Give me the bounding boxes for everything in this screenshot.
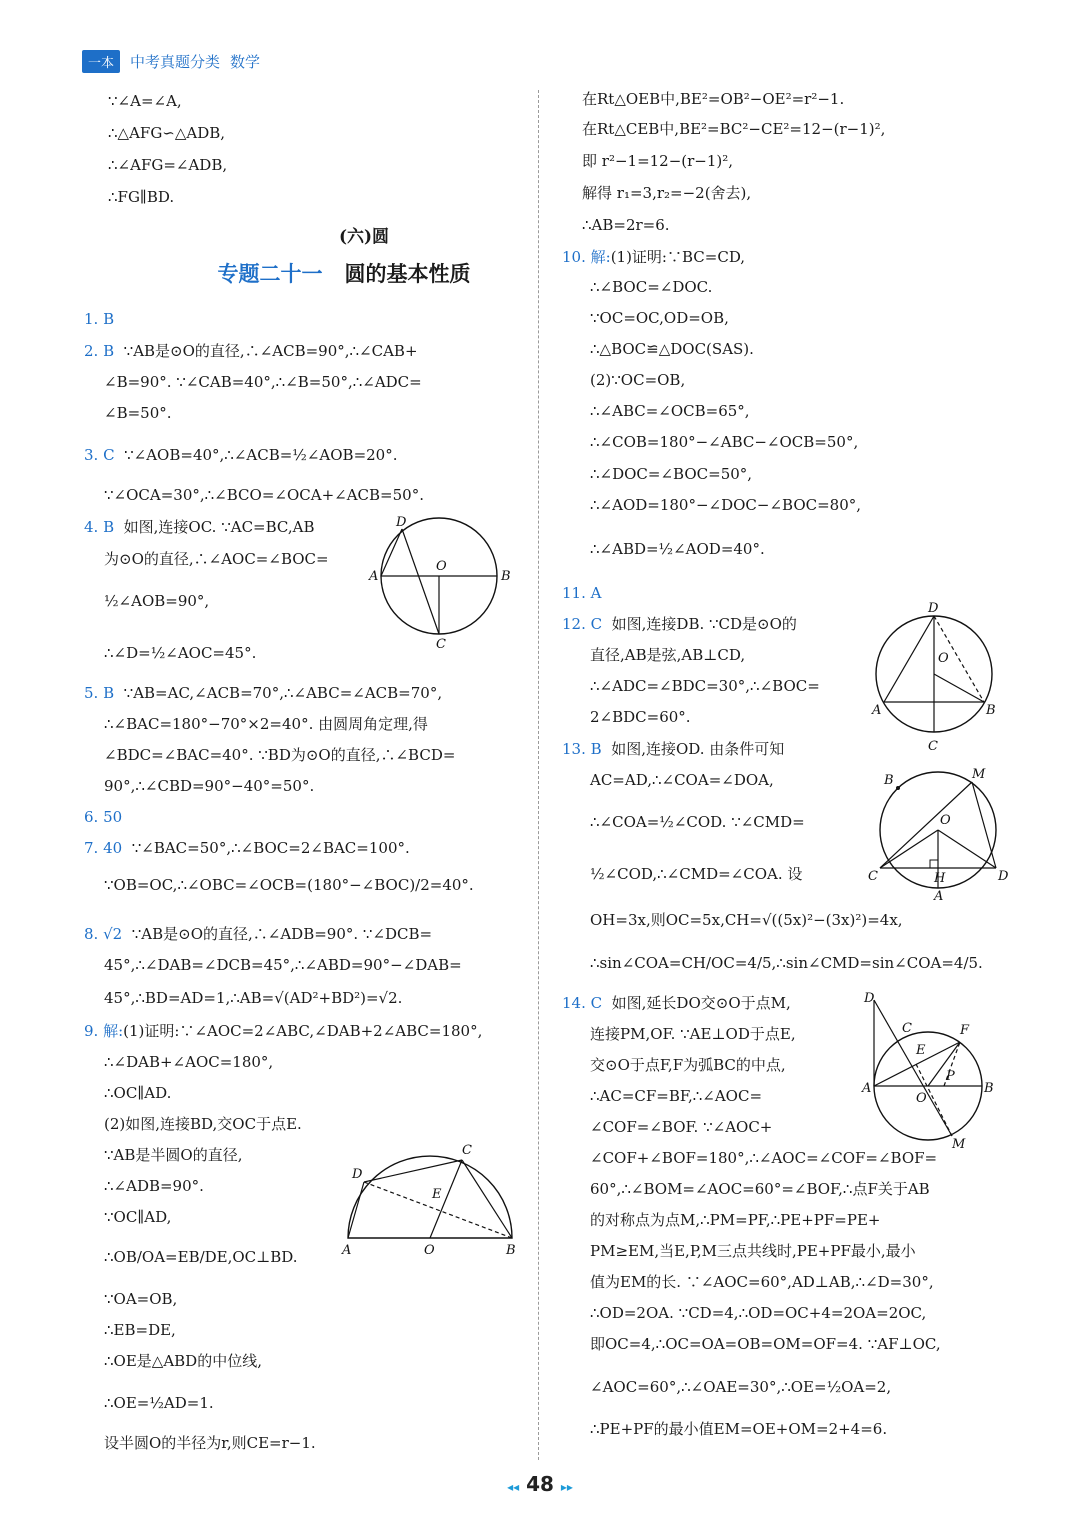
answer-line: ∴∠BOC=∠DOC. — [590, 278, 713, 296]
series-title: 中考真题分类 — [130, 53, 221, 71]
figure-label: E — [916, 1043, 926, 1058]
answer-line: ∴△BOC≌△DOC(SAS). — [590, 340, 754, 358]
answer-line: ∠AOC=60°,∴∠OAE=30°,∴OE=½OA=2, — [590, 1378, 892, 1396]
answer-line: PM≥EM,当E,P,M三点共线时,PE+PF最小,最小 — [590, 1242, 916, 1260]
figure-label: D — [864, 991, 875, 1006]
answer-line: ∴∠AOD=180°−∠DOC−∠BOC=80°, — [590, 496, 862, 514]
answer-line: ∵OC∥AD, — [104, 1208, 172, 1226]
answer-line: 值为EM的长. ∵∠AOC=60°,AD⊥AB,∴∠D=30°, — [590, 1273, 934, 1291]
answer-line: ∠COF=∠BOF. ∵∠AOC+ — [590, 1118, 773, 1136]
chapter-name: 圆的基本性质 — [344, 262, 471, 286]
figure-label: A — [862, 1081, 872, 1096]
answer-line: ∴OC∥AD. — [104, 1084, 172, 1102]
left-line: ∴FG∥BD. — [108, 188, 175, 206]
figure-label: H — [934, 871, 946, 886]
answer-line: ∴∠ABC=∠OCB=65°, — [590, 402, 750, 420]
figure-9 — [340, 1143, 520, 1258]
prev-arrow-icon: ◂◂ — [507, 1480, 520, 1494]
right-line: 在Rt△CEB中,BE²=BC²−CE²=12−(r−1)², — [582, 120, 886, 138]
chapter-topic: 专题二十一 — [217, 262, 323, 286]
answer-number: 2. B — [84, 342, 115, 360]
answer-number: 5. B — [84, 684, 115, 702]
answer-line: 60°,∴∠BOM=∠AOC=60°=∠BOF,∴点F关于AB — [590, 1180, 930, 1198]
figure-label: M — [952, 1137, 966, 1152]
answer-line: ∠BDC=∠BAC=40°. ∵BD为⊙O的直径,∴∠BCD= — [104, 746, 456, 764]
answer-line: ∴∠ADB=90°. — [104, 1177, 204, 1195]
figure-label: C — [436, 637, 446, 652]
figure-label: D — [352, 1167, 363, 1182]
answer-line: ∴∠ABD=½∠AOD=40°. — [590, 540, 765, 558]
figure-label: C — [902, 1021, 912, 1036]
answer-line: 45°,∴∠DAB=∠DCB=45°,∴∠ABD=90°−∠DAB= — [104, 956, 462, 974]
section-heading: (六)圆 — [338, 227, 390, 247]
answer-line: ∵OC=OC,OD=OB, — [590, 309, 729, 327]
chapter-title — [164, 258, 524, 288]
answer-line: 90°,∴∠CBD=90°−40°=50°. — [104, 777, 315, 795]
answer-line: 如图,连接DB. ∵CD是⊙O的 — [611, 615, 797, 633]
figure-label: D — [928, 601, 939, 616]
next-arrow-icon: ▸▸ — [560, 1480, 573, 1494]
answer-line: ∵OA=OB, — [104, 1290, 178, 1308]
figure-label: B — [986, 703, 996, 718]
right-line: 解得 r₁=3,r₂=−2(舍去), — [582, 184, 752, 202]
figure-label: E — [432, 1187, 442, 1202]
answer-line: ∵∠BAC=50°,∴∠BOC=2∠BAC=100°. — [131, 839, 410, 857]
figure-label: A — [342, 1243, 352, 1258]
figure-label: B — [984, 1081, 994, 1096]
answer-number: 9. 解: — [84, 1022, 124, 1040]
answer-line: 45°,∴BD=AD=1,∴AB=√(AD²+BD²)=√2. — [104, 989, 403, 1007]
answer-line: 的对称点为点M,∴PM=PF,∴PE+PF=PE+ — [590, 1211, 881, 1229]
page-header — [82, 50, 260, 73]
answer-line: 如图,延长DO交⊙O于点M, — [611, 994, 791, 1012]
answer-number: 1. B — [84, 310, 115, 328]
right-line: ∴AB=2r=6. — [582, 216, 670, 234]
figure-label: B — [501, 569, 511, 584]
answer-line: ∵∠AOB=40°,∴∠ACB=½∠AOB=20°. — [124, 446, 398, 464]
answer-line: 如图,连接OD. 由条件可知 — [611, 740, 785, 758]
figure-4 — [364, 514, 514, 652]
figure-label: F — [960, 1023, 970, 1038]
figure-label: O — [436, 559, 447, 574]
answer-line: ∴OB/OA=EB/DE,OC⊥BD. — [104, 1248, 298, 1266]
answer-line: (2)如图,连接BD,交OC于点E. — [104, 1115, 302, 1133]
answer-line: ∵AB是半圆O的直径, — [104, 1146, 243, 1164]
page-number — [0, 1472, 1080, 1496]
left-line: ∵∠A=∠A, — [108, 92, 182, 110]
answer-line: ½∠AOB=90°, — [104, 592, 210, 610]
answer-line: ∴OE=½AD=1. — [104, 1394, 214, 1412]
answer-number: 14. C — [562, 994, 603, 1012]
answer-line: ∵AB是⊙O的直径,∴∠ADB=90°. ∵∠DCB= — [131, 925, 433, 943]
answer-number: 7. 40 — [84, 839, 123, 857]
left-line: ∴△AFG∽△ADB, — [108, 124, 226, 142]
answer-number: 8. √2 — [84, 925, 123, 943]
answer-number: 4. B — [84, 518, 115, 536]
answer-line: 2∠BDC=60°. — [590, 708, 691, 726]
answer-line: ∠B=90°. ∵∠CAB=40°,∴∠B=50°,∴∠ADC= — [104, 373, 422, 391]
answer-line: 设半圆O的半径为r,则CE=r−1. — [104, 1434, 316, 1452]
figure-label: O — [916, 1091, 927, 1106]
answer-line: ∴∠ADC=∠BDC=30°,∴∠BOC= — [590, 677, 820, 695]
answer-line: 交⊙O于点F,F为弧BC的中点, — [590, 1056, 786, 1074]
answer-line: 即OC=4,∴OC=OA=OB=OM=OF=4. ∵AF⊥OC, — [590, 1335, 941, 1353]
figure-label: A — [934, 889, 944, 904]
answer-line: 连接PM,OF. ∵AE⊥OD于点E, — [590, 1025, 796, 1043]
answer-number: 10. 解: — [562, 248, 611, 266]
answer-line: ∠COF+∠BOF=180°,∴∠AOC=∠COF=∠BOF= — [590, 1149, 938, 1167]
answer-number: 6. 50 — [84, 808, 123, 826]
answer-number: 3. C — [84, 446, 115, 464]
answer-line: ∴EB=DE, — [104, 1321, 176, 1339]
answer-line: ∴sin∠COA=CH/OC=4/5,∴sin∠CMD=sin∠COA=4/5. — [590, 954, 983, 972]
answer-line: (1)证明:∵BC=CD, — [610, 248, 746, 266]
figure-label: B — [506, 1243, 516, 1258]
figure-label: O — [424, 1243, 435, 1258]
answer-line: OH=3x,则OC=5x,CH=√((5x)²−(3x)²)=4x, — [590, 911, 903, 929]
answer-line: ∵AB是⊙O的直径,∴∠ACB=90°,∴∠CAB+ — [123, 342, 418, 360]
figure-label: C — [928, 739, 938, 754]
figure-label: D — [998, 869, 1009, 884]
answer-line: ∴OE是△ABD的中位线, — [104, 1352, 262, 1370]
answer-line: 直径,AB是弦,AB⊥CD, — [590, 646, 746, 664]
figure-label: M — [972, 767, 986, 782]
answer-line: 如图,连接OC. ∵AC=BC,AB — [123, 518, 315, 536]
right-line: 在Rt△OEB中,BE²=OB²−OE²=r²−1. — [582, 90, 845, 108]
figure-12 — [866, 602, 996, 752]
subject-title: 数学 — [230, 53, 261, 71]
answer-line: ∴∠DAB+∠AOC=180°, — [104, 1053, 274, 1071]
figure-label: A — [872, 703, 882, 718]
answer-line: ½∠COD,∴∠CMD=∠COA. 设 — [590, 865, 803, 883]
answer-line: AC=AD,∴∠COA=∠DOA, — [590, 771, 774, 789]
figure-label: P — [946, 1069, 955, 1084]
figure-label: A — [369, 569, 379, 584]
answer-line: ∴∠COB=180°−∠ABC−∠OCB=50°, — [590, 433, 859, 451]
answer-line: (2)∵OC=OB, — [590, 371, 686, 389]
figure-label: O — [940, 813, 951, 828]
answer-line: 为⊙O的直径,∴∠AOC=∠BOC= — [104, 550, 329, 568]
answer-line: ∴∠BAC=180°−70°×2=40°. 由圆周角定理,得 — [104, 715, 428, 733]
page-number-text: 48 — [526, 1472, 554, 1496]
answer-line: ∵OB=OC,∴∠OBC=∠OCB=(180°−∠BOC)/2=40°. — [104, 876, 474, 894]
answer-number: 13. B — [562, 740, 602, 758]
answer-line: ∴∠D=½∠AOC=45°. — [104, 644, 257, 662]
answer-line: ∠B=50°. — [104, 404, 172, 422]
right-line: 即 r²−1=12−(r−1)², — [582, 152, 734, 170]
figure-13 — [868, 768, 1008, 903]
left-line: ∴∠AFG=∠ADB, — [108, 156, 228, 174]
answer-line: ∵AB=AC,∠ACB=70°,∴∠ABC=∠ACB=70°, — [123, 684, 443, 702]
figure-label: B — [884, 773, 894, 788]
figure-14 — [862, 992, 1002, 1152]
answer-line: (1)证明:∵∠AOC=2∠ABC,∠DAB+2∠ABC=180°, — [123, 1022, 483, 1040]
answer-line: ∴∠DOC=∠BOC=50°, — [590, 465, 753, 483]
figure-label: C — [462, 1143, 472, 1158]
figure-label: C — [868, 869, 878, 884]
figure-label: D — [396, 515, 407, 530]
answer-line: ∴OD=2OA. ∵CD=4,∴OD=OC+4=2OA=2OC, — [590, 1304, 927, 1322]
answer-line: ∴∠COA=½∠COD. ∵∠CMD= — [590, 813, 805, 831]
answer-line: ∴PE+PF的最小值EM=OE+OM=2+4=6. — [590, 1420, 888, 1438]
answer-number: 12. C — [562, 615, 603, 633]
answer-number: 11. A — [562, 584, 602, 602]
answer-line: ∴AC=CF=BF,∴∠AOC= — [590, 1087, 763, 1105]
column-divider — [538, 90, 539, 1460]
answer-line: ∵∠OCA=30°,∴∠BCO=∠OCA+∠ACB=50°. — [104, 486, 424, 504]
brand-logo: 一本 — [82, 50, 120, 73]
figure-label: O — [938, 651, 949, 666]
